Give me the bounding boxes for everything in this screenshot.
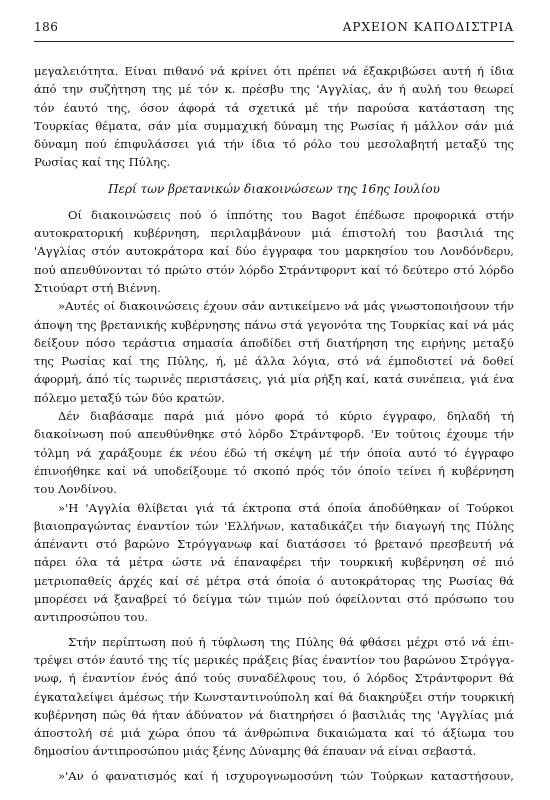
text-line: κυβέρνηση πώς θά ήταν άδύνατον νά διατηρήσει ό βασιλιάς της 'Αγγλίας μιά xyxy=(34,707,514,722)
text-line: μεγαλειότητα. Είναι πιθανό νά κρίνει ότι πρέπει νά έξακριβώσει αυτή ή ίδια xyxy=(34,64,514,78)
text-line: πού απευθύνονται τό πρώτο στόν λόρδο Στράντφορντ καί τό δεύτερο στό λόρδο xyxy=(34,262,514,277)
text-line: τόν έαυτό της, όσον άφορά τά σχετικά μέ τήν παρούσα κατάσταση της xyxy=(34,100,514,115)
text-line: του Λονδίνου. xyxy=(34,482,117,497)
running-head: ΑΡΧΕΙΟΝ ΚΑΠΟΔΙΣΤΡΙΑ xyxy=(342,20,514,34)
text-line: δείξουν πόσο τεράστια σημασία άποδίδει στή διατήρηση της ειρήνης μεταξύ xyxy=(34,335,514,350)
text-line: άπέναντι στό βαρώνο Στρόγγανωφ καί διατάσσει τό βρετανό πρεσβευτή νά xyxy=(34,537,514,552)
text-line: τρέψει στόν έαυτό της τίς μερικές πράξεις βίας έναντίον του βαρώνου Στρόγγα- xyxy=(34,652,514,667)
text-line: μπορέσει νά ξαναβρεί τό δείγμα τών τιμών πού όφείλονται στό πρόσωπο του xyxy=(34,592,514,607)
body-text xyxy=(34,62,514,785)
header-rule xyxy=(34,41,514,42)
text-line: 'Αγγλίας στόν αυτοκράτορα καί δύο έγγραφα του μαρκησίου του Λονδόνδερυ, xyxy=(34,244,514,259)
page-number: 186 xyxy=(34,20,59,34)
text-line: πάρει όλα τά μέτρα ώστε νά έπαναφέρει τήν τουρκική κυβέρνηση σέ πιό xyxy=(34,555,514,570)
text-line: Οί διακοινώσεις πού ό ίππότης του Bagot έπέδωσε προφορικά στήν xyxy=(68,207,514,222)
text-line: αντιπροσώπου του. xyxy=(34,610,149,625)
text-line: δύναμη πού έπιφυλάσσει γιά τήν ίδια τό ρόλο του μεσολαβητή μεταξύ της xyxy=(34,137,514,152)
text-line: Τουρκίας θέματα, σάν μία συμμαχική δύναμη της Ρωσίας ή μάλλον σάν μιά xyxy=(34,118,514,133)
text-line: άπό την συζήτηση της μέ τόν κ. πρέσβυ της 'Αγγλίας, άν ή αυλή του θεωρεί xyxy=(34,82,514,97)
text-line: έγκαταλείψει άμέσως τήν Κωνσταντινούπολη καί θά διακηρύξει στήν τουρκική xyxy=(34,689,514,704)
text-line: »'Αν ό φανατισμός καί ή ισχυρογνωμοσύνη τών Τούρκων καταστήσουν, xyxy=(58,768,514,783)
text-line: πόλεμο μεταξύ τών δύο κρατών. xyxy=(34,390,225,405)
text-line: τόλμη νά χαράξουμε έκ νέου έδώ τή σκέψη μέ τήν όποία αυτό τό έγγραφο xyxy=(34,445,514,460)
text-line: άφορμή, άπό τίς τωρινές περιστάσεις, γιά μία ρήξη καί, κατά συνέπεια, γιά ένα xyxy=(34,372,514,387)
text-line: μετριοπαθείς άρχές καί σέ μέτρα στά όποία ό αυτοκράτορας της Ρωσίας θά xyxy=(34,573,514,588)
text-line: »'Η 'Αγγλία θλίβεται γιά τά έκτροπα στά όποία άποδύθηκαν οί Τούρκοι xyxy=(58,500,514,515)
section-heading: Περί των βρετανικών διακοινώσεων της 16ης Ιουλίου xyxy=(108,181,440,196)
text-line: Δέν διαβάσαμε παρά μιά μόνο φορά τό κύριο έγγραφο, δηλαδή τή xyxy=(58,409,514,424)
text-line: νωφ, ή έναντίον ένός άπό τούς συναδέλφους του, ό λόρδος Στράντφορντ θά xyxy=(34,671,514,686)
text-line: Ρωσίας καί της Πύλης. xyxy=(34,155,171,170)
page-header xyxy=(34,20,514,38)
text-line: δημοσίου άντιπροσώπου μιάς ξένης Δύναμης θά έπαυαν νά είναι σεβαστά. xyxy=(34,744,477,759)
text-line: Στιούαρτ στή Βιέννη. xyxy=(34,280,161,295)
text-line: άποστολή σέ μιά χώρα όπου τά άνθρώπινα δικαιώματα καί τό άξίωμα του xyxy=(34,726,514,741)
text-line: βιαιοπραγώντας έναντίον τών 'Ελλήνων, καταδικάζει τήν διαγωγή της Πύλης xyxy=(34,518,514,533)
text-line: έπινοήθηκε καί νά υποδείξουμε τό σκοπό πρός τόν όποίο τείνει ή κυβέρνηση xyxy=(34,463,514,478)
text-line: άποψη της βρετανικής κυβέρνησης πάνω στά γεγονότα της Τουρκίας καί νά μάς xyxy=(34,317,514,332)
text-line: »Αυτές οί διακοινώσεις έχουν σάν αντικείμενο νά μάς γνωστοποιήσουν τήν xyxy=(58,299,514,314)
text-line: της Ρωσίας καί της Πύλης, ή, μέ άλλα λόγια, στό νά έμποδιστεί νά δοθεί xyxy=(34,354,514,369)
text-line: αυτοκρατορική κυβέρνηση, περιλαμβάνουν μιά έπιστολή του βασιλιά της xyxy=(34,226,514,241)
text-line: διακοίνωση πού απευθύνθηκε στό λόρδο Στράντφορδ. 'Εν τούτοις έχουμε τήν xyxy=(34,427,514,442)
text-line: Στήν περίπτωση πού ή τύφλωση της Πύλης θά φθάσει μέχρι στό νά έπι- xyxy=(68,634,514,649)
